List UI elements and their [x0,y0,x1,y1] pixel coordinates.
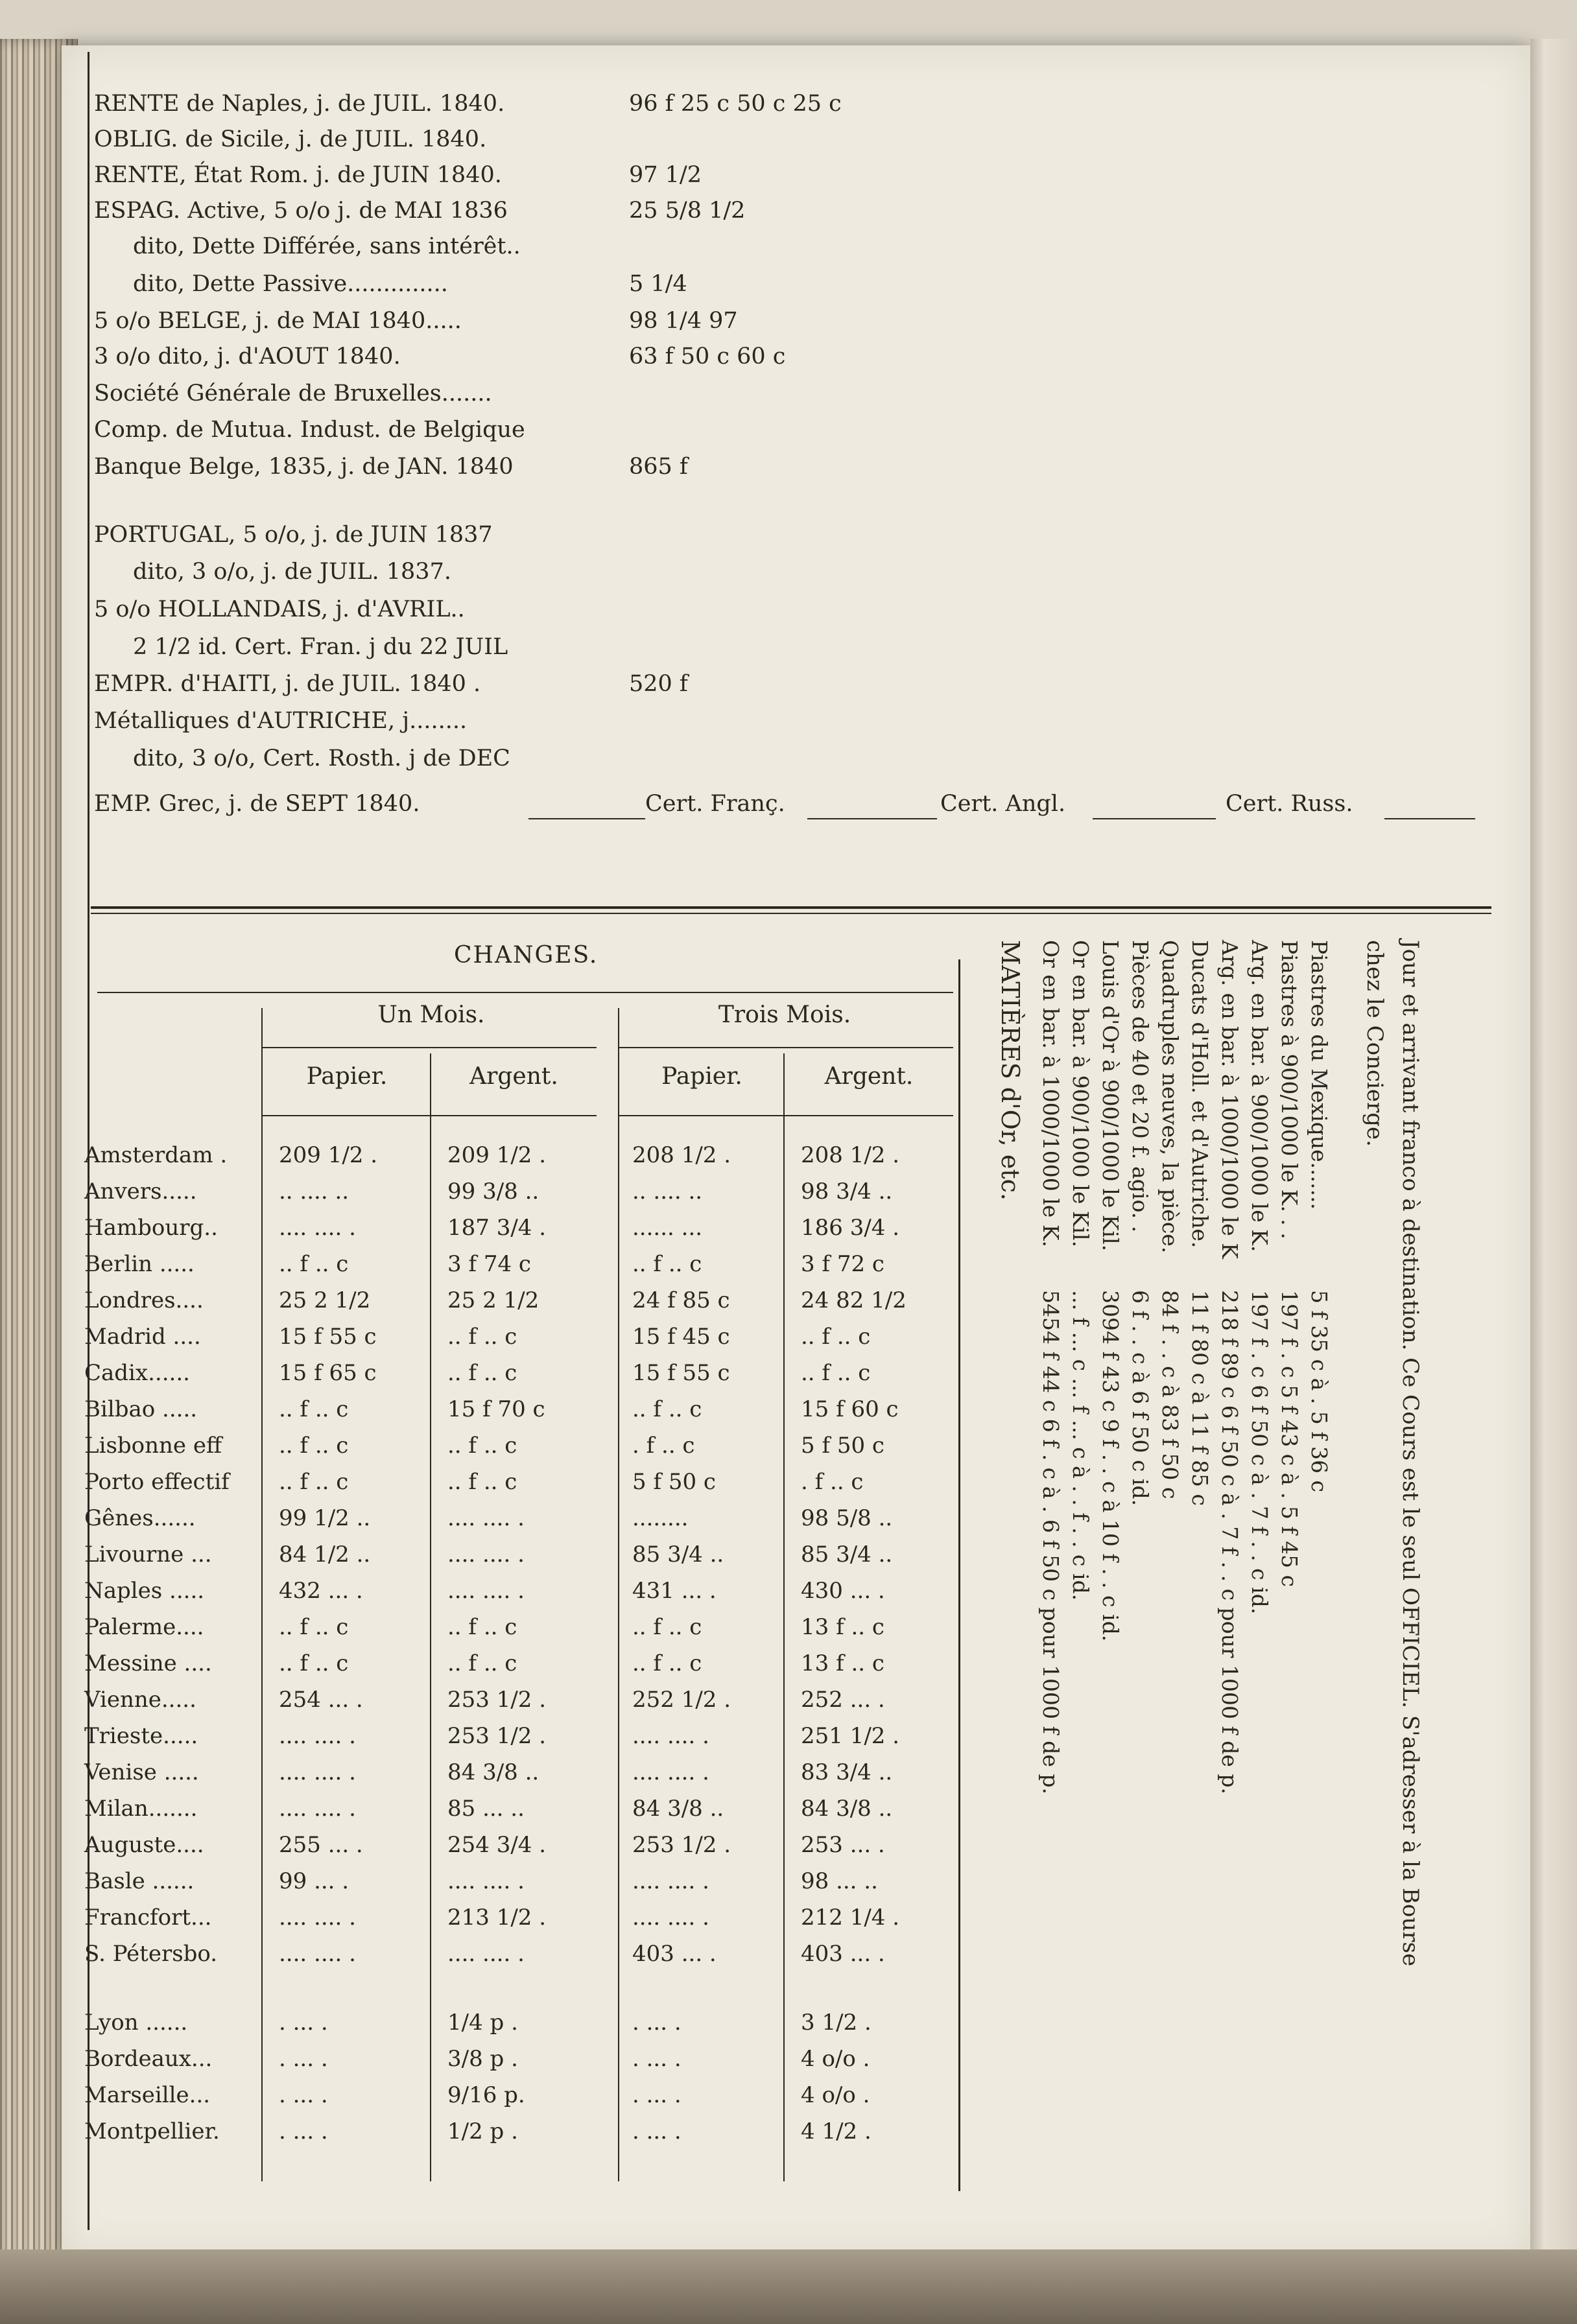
rate-cell: 25 2 1/2 [279,1287,371,1313]
blank-line [1093,818,1216,819]
rate-cell: .. f .. c [279,1650,349,1676]
rate-cell: .... .... . [447,1542,525,1567]
matiere-value: 218 f 89 c 6 f 50 c à . 7 f . . c pour 1000 f de p. [1217,1290,1242,1794]
cert-russ: Cert. Russ. [1226,791,1353,817]
rate-cell: 15 f 45 c [632,1324,730,1350]
rate-cell: 253 1/2 . [447,1723,547,1749]
blank-line [1384,818,1475,819]
rente-label: Comp. de Mutua. Indust. de Belgique [94,417,525,443]
rente-label: 2 1/2 id. Cert. Fran. j du 22 JUIL [133,634,508,660]
rate-cell: 432 ... . [279,1578,363,1604]
rate-cell: 15 f 70 c [447,1396,545,1422]
matiere-label: Or en bar. à 1000/1000 le K. [1038,940,1063,1247]
header-un-mois: Un Mois. [377,1002,485,1028]
matiere-label: Or en bar. à 900/1000 le Kil. [1068,940,1093,1248]
rate-cell: 3 1/2 . [801,2010,872,2036]
rate-cell: 254 3/4 . [447,1832,547,1858]
cert-franc: Cert. Franç. [645,791,785,817]
rate-cell: .. f .. c [279,1396,349,1422]
cert-line-label: EMP. Grec, j. de SEPT 1840. [94,791,420,817]
rate-cell: 15 f 60 c [801,1396,899,1422]
rate-cell: .. f .. c [447,1469,517,1495]
blank-line [807,818,937,819]
rate-cell: 1/4 p . [447,2010,518,2036]
rate-cell: 253 1/2 . [632,1832,731,1858]
matieres-block [986,940,1427,1967]
rente-value: 98 1/4 97 [629,308,738,334]
rate-cell: 186 3/4 . [801,1215,900,1241]
matieres-title: MATIÈRES d'Or, etc. [996,940,1025,1201]
header-argent-1: Argent. [469,1063,558,1090]
rate-cell: 403 ... . [801,1941,885,1967]
city-name: Lyon ...... [84,2010,188,2036]
city-name: Palerme.... [84,1614,204,1640]
rate-cell: 98 3/4 .. [801,1179,893,1204]
rate-cell: 209 1/2 . [279,1142,378,1168]
rate-cell: .. f .. c [801,1324,871,1350]
rente-label: Banque Belge, 1835, j. de JAN. 1840 [94,454,514,480]
rate-cell: 85 3/4 .. [801,1542,893,1567]
matiere-value: 197 f . c 5 f 43 c à . 5 f 45 c [1277,1290,1302,1588]
rate-cell: . ... . [632,2082,682,2108]
rente-label: EMPR. d'HAITI, j. de JUIL. 1840 . [94,671,481,697]
city-name: Hambourg.. [84,1215,218,1241]
rate-cell: .. f .. c [447,1360,517,1386]
col-rule-5 [958,959,960,2191]
city-name: Lisbonne eff [84,1433,222,1459]
rate-cell: .. f .. c [447,1614,517,1640]
city-name: Basle ...... [84,1868,195,1894]
rate-cell: .... .... . [279,1215,356,1241]
rate-cell: .. f .. c [632,1251,702,1277]
rate-cell: .. .... .. [632,1179,703,1204]
left-margin-rule [88,52,89,2230]
matiere-label: Pièces de 40 et 20 f. agio. . [1128,940,1153,1233]
rate-cell: .. f .. c [279,1469,349,1495]
rate-cell: .... .... . [447,1941,525,1967]
rente-label: Métalliques d'AUTRICHE, j........ [94,708,468,734]
rente-value: 865 f [629,454,688,480]
rate-cell: 24 82 1/2 [801,1287,907,1313]
rate-cell: 208 1/2 . [632,1142,731,1168]
matiere-label: Louis d'Or à 900/1000 le Kil. [1098,940,1123,1252]
city-name: Montpellier. [84,2119,220,2144]
rate-cell: 15 f 55 c [279,1324,377,1350]
header-rule-un [263,1047,597,1048]
city-name: Naples ..... [84,1578,205,1604]
header-rule-trois [619,1047,953,1048]
rate-cell: 84 1/2 .. [279,1542,371,1567]
rente-label: RENTE, État Rom. j. de JUIN 1840. [94,162,502,188]
rate-cell: .... .... . [632,1723,709,1749]
rente-label: dito, Dette Différée, sans intérêt.. [133,233,521,259]
rate-cell: 13 f .. c [801,1650,884,1676]
rate-cell: .. f .. c [279,1251,349,1277]
rate-cell: 213 1/2 . [447,1905,547,1931]
rente-label: 5 o/o BELGE, j. de MAI 1840..... [94,308,462,334]
rate-cell: .... .... . [447,1578,525,1604]
matiere-label: Quadruples neuves, la pièce. [1157,940,1183,1254]
rate-cell: .. f .. c [279,1614,349,1640]
rente-label: dito, Dette Passive.............. [133,271,448,297]
rate-cell: .. f .. c [632,1614,702,1640]
rate-cell: 430 ... . [801,1578,885,1604]
rente-label: Société Générale de Bruxelles....... [94,381,492,406]
rate-cell: 251 1/2 . [801,1723,900,1749]
rate-cell: 13 f .. c [801,1614,884,1640]
matiere-label: Piastres à 900/1000 le K. . . [1277,940,1302,1239]
rate-cell: . ... . [632,2119,682,2144]
city-name: Anvers..... [84,1179,197,1204]
rente-label: dito, 3 o/o, j. de JUIL. 1837. [133,559,451,585]
matiere-label: Arg. en bar. à 1000/1000 le K [1217,940,1242,1259]
rate-cell: 4 o/o . [801,2046,870,2072]
rente-label: dito, 3 o/o, Cert. Rosth. j de DEC [133,745,510,771]
col-rule-2 [430,1053,431,2181]
header-rule-sub-2 [619,1115,953,1116]
cert-angl: Cert. Angl. [940,791,1066,817]
rate-cell: .... .... . [632,1759,709,1785]
rate-cell: . f .. c [801,1469,864,1495]
rente-label: PORTUGAL, 5 o/o, j. de JUIN 1837 [94,522,493,548]
rente-label: 5 o/o HOLLANDAIS, j. d'AVRIL.. [94,596,465,622]
rente-value: 96 f 25 c 50 c 25 c [629,91,842,117]
col-rule-3 [618,1008,619,2181]
rate-cell: .. f .. c [279,1433,349,1459]
city-name: Auguste.... [84,1832,204,1858]
rate-cell: . f .. c [632,1433,695,1459]
col-rule-4 [783,1053,785,2181]
city-name: Livourne ... [84,1542,212,1567]
rate-cell: 85 ... .. [447,1796,525,1822]
city-name: Bordeaux... [84,2046,213,2072]
matiere-value: 6 f . . c à 6 f 50 c id. [1128,1290,1153,1507]
rente-label: ESPAG. Active, 5 o/o j. de MAI 1836 [94,198,508,224]
rente-label: 3 o/o dito, j. d'AOUT 1840. [94,344,401,370]
changes-title: CHANGES. [454,942,599,968]
rate-cell: 3 f 72 c [801,1251,884,1277]
rate-cell: .... .... . [447,1868,525,1894]
rate-cell: 255 ... . [279,1832,363,1858]
city-name: S. Pétersbo. [84,1941,218,1967]
rate-cell: 83 3/4 .. [801,1759,893,1785]
header-trois-mois: Trois Mois. [718,1002,851,1028]
matiere-label: Arg. en bar. à 900/1000 le K. [1247,940,1272,1252]
matiere-value: 5 f 35 c à . 5 f 36 c [1307,1290,1332,1492]
city-name: Londres.... [84,1287,204,1313]
header-argent-2: Argent. [824,1063,914,1090]
rate-cell: .. .... .. [279,1179,350,1204]
rate-cell: 252 1/2 . [632,1687,731,1713]
rate-cell: .... .... . [279,1759,356,1785]
header-papier-1: Papier. [306,1063,388,1090]
city-name: Amsterdam . [84,1142,228,1168]
rate-cell: 84 3/8 .. [632,1796,724,1822]
rate-cell: 3/8 p . [447,2046,518,2072]
rente-value: 25 5/8 1/2 [629,198,746,224]
rente-value: 97 1/2 [629,162,702,188]
rente-label: OBLIG. de Sicile, j. de JUIL. 1840. [94,126,487,152]
rate-cell: 403 ... . [632,1941,717,1967]
city-name: Venise ..... [84,1759,199,1785]
matiere-value: 5454 f 44 c 6 f . c à . 6 f 50 c pour 1000 f de p. [1038,1290,1063,1794]
notice-line-2: chez le Concierge. [1362,940,1388,1147]
page-edge-right [1530,39,1577,2324]
rate-cell: 253 ... . [801,1832,885,1858]
rente-value: 5 1/4 [629,271,687,297]
rate-cell: .. f .. c [632,1650,702,1676]
rate-cell: 252 ... . [801,1687,885,1713]
rate-cell: 15 f 55 c [632,1360,730,1386]
rate-cell: 4 o/o . [801,2082,870,2108]
rate-cell: .... .... . [632,1905,709,1931]
rate-cell: 98 5/8 .. [801,1505,893,1531]
rate-cell: 25 2 1/2 [447,1287,540,1313]
city-name: Trieste..... [84,1723,198,1749]
city-name: Vienne..... [84,1687,196,1713]
rate-cell: .... .... . [279,1941,356,1967]
rate-cell: .. f .. c [447,1324,517,1350]
city-name: Porto effectif [84,1469,230,1495]
rate-cell: 84 3/8 .. [447,1759,540,1785]
rate-cell: 208 1/2 . [801,1142,900,1168]
rate-cell: .. f .. c [632,1396,702,1422]
section-rule-top [91,906,1491,909]
city-name: Berlin ..... [84,1251,195,1277]
changes-title-rule [97,992,953,993]
rate-cell: 187 3/4 . [447,1215,547,1241]
rate-cell: 15 f 65 c [279,1360,377,1386]
city-name: Madrid .... [84,1324,201,1350]
rate-cell: 99 ... . [279,1868,350,1894]
rate-cell: 254 ... . [279,1687,363,1713]
header-papier-2: Papier. [661,1063,742,1090]
matiere-label: Ducats d'Holl. et d'Autriche. [1187,940,1213,1249]
matiere-value: 11 f 80 c à 11 f 85 c [1187,1290,1213,1506]
rate-cell: 253 1/2 . [447,1687,547,1713]
rate-cell: 431 ... . [632,1578,717,1604]
rate-cell: .... .... . [279,1723,356,1749]
rate-cell: . ... . [632,2046,682,2072]
city-name: Marseille... [84,2082,211,2108]
city-name: Francfort... [84,1905,212,1931]
rate-cell: 5 f 50 c [632,1469,716,1495]
rate-cell: .. f .. c [801,1360,871,1386]
city-name: Bilbao ..... [84,1396,198,1422]
matiere-value: 84 f . . c à 83 f 50 c [1157,1290,1183,1499]
rate-cell: .... .... . [279,1796,356,1822]
book-bottom [0,2249,1577,2324]
rente-label: RENTE de Naples, j. de JUIL. 1840. [94,91,505,117]
cert-line [94,791,1488,827]
rate-cell: . ... . [279,2010,328,2036]
city-name: Gênes...... [84,1505,196,1531]
matiere-value: 197 f . c 6 f 50 c à . 7 f . . c id. [1247,1290,1272,1615]
rate-cell: 99 3/8 .. [447,1179,540,1204]
rate-cell: 209 1/2 . [447,1142,547,1168]
rente-value: 63 f 50 c 60 c [629,344,786,370]
rate-cell: .... .... . [279,1905,356,1931]
rate-cell: 9/16 p. [447,2082,525,2108]
rate-cell: 98 ... .. [801,1868,878,1894]
rate-cell: 212 1/4 . [801,1905,900,1931]
col-rule-1 [261,1008,263,2181]
rente-value: 520 f [629,671,688,697]
rate-cell: .... .... . [632,1868,709,1894]
rate-cell: 3 f 74 c [447,1251,531,1277]
matiere-value: 3094 f 43 c 9 f . . c à 10 f . . c id. [1098,1290,1123,1642]
rate-cell: ...... ... [632,1215,703,1241]
section-rule-bottom [91,913,1491,914]
matiere-value: ... f ... c ... f ... c à . . f . . c id. [1068,1290,1093,1601]
blank-line [528,818,645,819]
rate-cell: 1/2 p . [447,2119,518,2144]
rate-cell: . ... . [279,2082,328,2108]
notice-line-1: Jour et arrivant franco à destination. Ce Cours est le seul OFFICIEL. S'adresser à la Bourse [1397,940,1423,1967]
city-name: Messine .... [84,1650,212,1676]
rate-cell: ........ [632,1505,689,1531]
rate-cell: . ... . [632,2010,682,2036]
rate-cell: .... .... . [447,1505,525,1531]
rate-cell: .. f .. c [447,1650,517,1676]
rate-cell: . ... . [279,2046,328,2072]
rate-cell: .. f .. c [447,1433,517,1459]
city-name: Cadix...... [84,1360,190,1386]
city-name: Milan....... [84,1796,198,1822]
rate-cell: 5 f 50 c [801,1433,884,1459]
rate-cell: 24 f 85 c [632,1287,730,1313]
rate-cell: 4 1/2 . [801,2119,872,2144]
rate-cell: . ... . [279,2119,328,2144]
rate-cell: 85 3/4 .. [632,1542,724,1567]
rate-cell: 99 1/2 .. [279,1505,371,1531]
matiere-label: Piastres du Mexique....... [1307,940,1332,1210]
rate-cell: 84 3/8 .. [801,1796,893,1822]
